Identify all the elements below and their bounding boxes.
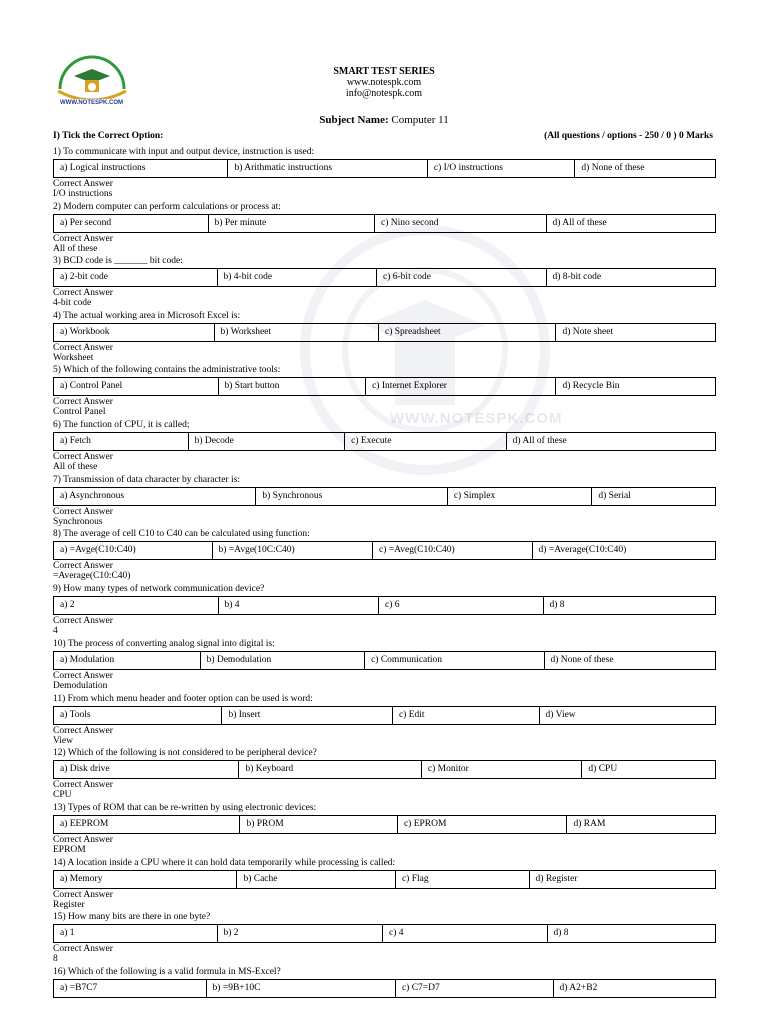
header-title: SMART TEST SERIES: [333, 66, 435, 77]
correct-answer-value: All of these: [53, 244, 98, 254]
options-row: [53, 214, 716, 233]
options-row: [53, 487, 716, 506]
question-item: [53, 419, 716, 472]
correct-answer-value: Demodulation: [53, 681, 108, 691]
option-d[interactable]: d) View: [545, 710, 576, 720]
option-d[interactable]: d) Serial: [598, 491, 631, 501]
correct-answer-label: Correct Answer: [53, 234, 113, 244]
option-c[interactable]: c) Spreadsheet: [379, 324, 556, 341]
question-item: [53, 802, 716, 855]
question-item: [53, 364, 716, 417]
correct-answer-label: Correct Answer: [53, 726, 113, 736]
option-c[interactable]: c) Edit: [393, 707, 540, 724]
header: [0, 66, 768, 99]
option-c[interactable]: c) Nino second: [375, 215, 546, 232]
question-item: [53, 857, 716, 910]
option-b[interactable]: b) Per minute: [209, 215, 376, 232]
question-item: [53, 310, 716, 363]
option-a[interactable]: a) Workbook: [54, 324, 215, 341]
question-item: [53, 201, 716, 254]
correct-answer-value: Control Panel: [53, 407, 106, 417]
option-b[interactable]: b) Arithmatic instructions: [228, 160, 427, 177]
question-text: 14) A location inside a CPU where it can hold data temporarily while processing is called:: [53, 858, 396, 868]
option-b[interactable]: b) Keyboard: [239, 761, 421, 778]
header-email: info@notespk.com: [345, 88, 423, 99]
option-a[interactable]: a) EEPROM: [54, 816, 240, 833]
correct-answer-label: Correct Answer: [53, 507, 113, 517]
question-item: [53, 528, 716, 581]
option-a[interactable]: a) Fetch: [54, 433, 189, 450]
option-d[interactable]: d) A2+B2: [559, 983, 598, 993]
option-a[interactable]: a) 2-bit code: [54, 269, 218, 286]
question-text: 16) Which of the following is a valid formula in MS-Excel?: [53, 967, 281, 977]
option-c[interactable]: c) Flag: [396, 871, 530, 888]
correct-answer-label: Correct Answer: [53, 561, 113, 571]
options-row: [53, 924, 716, 943]
option-a[interactable]: a) 2: [54, 597, 219, 614]
correct-answer-label: Correct Answer: [53, 944, 113, 954]
options-row: [53, 323, 716, 342]
question-text: 12) Which of the following is not considered to be peripheral device?: [53, 748, 317, 758]
correct-answer-value: Register: [53, 900, 85, 910]
option-d[interactable]: d) 8: [553, 928, 569, 938]
correct-answer-value: I/O instructions: [53, 189, 113, 199]
question-text: 7) Transmission of data character by character is:: [53, 475, 241, 485]
question-item: [53, 474, 716, 527]
option-d[interactable]: d) RAM: [573, 819, 606, 829]
option-d[interactable]: d) 8: [549, 600, 565, 610]
option-b[interactable]: b) Demodulation: [201, 652, 366, 669]
option-b[interactable]: b) 4-bit code: [218, 269, 378, 286]
question-text: 1) To communicate with input and output device, instruction is used:: [53, 147, 315, 157]
question-text: 3) BCD code is _______ bit code:: [53, 256, 183, 266]
option-c[interactable]: c) 6-bit code: [377, 269, 546, 286]
option-d[interactable]: d) All of these: [512, 436, 567, 446]
correct-answer-label: Correct Answer: [53, 179, 113, 189]
option-a[interactable]: a) Disk drive: [54, 761, 239, 778]
option-b[interactable]: b) =9B+10C: [207, 980, 396, 997]
option-c[interactable]: c) Execute: [345, 433, 507, 450]
option-a[interactable]: a) Asynchronous: [54, 488, 256, 505]
option-c[interactable]: c) Monitor: [422, 761, 583, 778]
option-a[interactable]: a) =Avge(C10:C40): [54, 542, 213, 559]
marks-summary: (All questions / options - 250 / 0 ) 0 Marks: [544, 131, 713, 141]
correct-answer-value: All of these: [53, 462, 98, 472]
question-item: [53, 255, 716, 308]
option-d[interactable]: d) All of these: [552, 218, 607, 228]
header-website: www.notespk.com: [346, 77, 422, 88]
options-row: [53, 706, 716, 725]
watermark-text: WWW.NOTESPK.COM: [390, 410, 563, 427]
options-row: [53, 815, 716, 834]
correct-answer-value: 8: [53, 954, 58, 964]
option-b[interactable]: b) Synchronous: [256, 488, 447, 505]
options-row: [53, 377, 716, 396]
option-c[interactable]: c) 6: [379, 597, 544, 614]
question-text: 13) Types of ROM that can be re-written by using electronic devices:: [53, 803, 317, 813]
correct-answer-label: Correct Answer: [53, 890, 113, 900]
option-a[interactable]: a) Per second: [54, 215, 209, 232]
option-b[interactable]: b) Decode: [189, 433, 346, 450]
question-item: [53, 966, 716, 998]
options-row: [53, 870, 716, 889]
option-b[interactable]: b) Worksheet: [215, 324, 380, 341]
question-item: [53, 693, 716, 746]
correct-answer-label: Correct Answer: [53, 397, 113, 407]
option-b[interactable]: b) Cache: [237, 871, 396, 888]
question-item: [53, 638, 716, 691]
correct-answer-value: 4: [53, 626, 58, 636]
correct-answer-value: EPROM: [53, 845, 86, 855]
option-a[interactable]: a) 1: [54, 925, 218, 942]
option-c[interactable]: c) Communication: [365, 652, 544, 669]
correct-answer-value: CPU: [53, 790, 72, 800]
question-text: 9) How many types of network communication device?: [53, 584, 265, 594]
correct-answer-label: Correct Answer: [53, 288, 113, 298]
option-c[interactable]: c) Internet Explorer: [366, 378, 556, 395]
option-a[interactable]: a) Memory: [54, 871, 237, 888]
correct-answer-label: Correct Answer: [53, 616, 113, 626]
option-d[interactable]: d) Recycle Bin: [562, 381, 620, 391]
option-a[interactable]: a) Logical instructions: [54, 160, 228, 177]
options-row: [53, 159, 716, 178]
option-d[interactable]: d) None of these: [581, 163, 645, 173]
options-row: [53, 979, 716, 998]
question-text: 15) How many bits are there in one byte?: [53, 912, 211, 922]
question-item: [53, 146, 716, 199]
correct-answer-value: View: [53, 736, 74, 746]
option-b[interactable]: b) Start button: [219, 378, 367, 395]
question-text: 10) The process of converting analog signal into digital is:: [53, 639, 275, 649]
question-item: [53, 911, 716, 964]
option-d[interactable]: d) =Average(C10:C40): [538, 545, 627, 555]
option-a[interactable]: a) Modulation: [54, 652, 201, 669]
question-text: 2) Modern computer can perform calculations or process at:: [53, 202, 281, 212]
option-a[interactable]: a) Tools: [54, 707, 222, 724]
option-c[interactable]: c) C7=D7: [396, 980, 554, 997]
subject-label: Subject Name:: [319, 114, 389, 126]
option-b[interactable]: b) =Avge(10C:C40): [213, 542, 374, 559]
correct-answer-label: Correct Answer: [53, 343, 113, 353]
option-c[interactable]: c) Simplex: [448, 488, 593, 505]
options-row: [53, 760, 716, 779]
option-b[interactable]: b) 4: [219, 597, 380, 614]
options-row: [53, 541, 716, 560]
options-row: [53, 651, 716, 670]
option-c[interactable]: c) 4: [383, 925, 548, 942]
option-d[interactable]: d) Note sheet: [562, 327, 614, 337]
option-a[interactable]: a) =B7C7: [54, 980, 207, 997]
option-d[interactable]: d) 8-bit code: [552, 272, 602, 282]
correct-answer-value: Worksheet: [53, 353, 94, 363]
correct-answer-label: Correct Answer: [53, 671, 113, 681]
option-d[interactable]: d) None of these: [550, 655, 614, 665]
correct-answer-value: =Average(C10:C40): [53, 571, 131, 581]
options-row: [53, 268, 716, 287]
option-d[interactable]: d) CPU: [588, 764, 618, 774]
option-d[interactable]: d) Register: [535, 874, 578, 884]
logo-url: WWW.NOTESPK.COM: [60, 100, 123, 106]
correct-answer-label: Correct Answer: [53, 452, 113, 462]
option-b[interactable]: b) Insert: [222, 707, 392, 724]
correct-answer-value: 4-bit code: [53, 298, 92, 308]
subject-value: Computer 11: [391, 114, 449, 126]
option-a[interactable]: a) Control Panel: [54, 378, 219, 395]
options-row: [53, 596, 716, 615]
option-c[interactable]: c) EPROM: [398, 816, 567, 833]
subject-line: [0, 114, 768, 126]
question-item: [53, 747, 716, 800]
question-text: 6) The function of CPU, it is called;: [53, 420, 190, 430]
instructions: I) Tick the Correct Option:: [53, 131, 164, 141]
question-text: 8) The average of cell C10 to C40 can be calculated using function:: [53, 529, 310, 539]
option-b[interactable]: b) PROM: [240, 816, 398, 833]
correct-answer-value: Synchronous: [53, 517, 103, 527]
option-c[interactable]: c) I/O instructions: [428, 160, 576, 177]
options-row: [53, 432, 716, 451]
option-b[interactable]: b) 2: [218, 925, 384, 942]
correct-answer-label: Correct Answer: [53, 835, 113, 845]
option-c[interactable]: c) =Aveg(C10:C40): [373, 542, 533, 559]
question-item: [53, 583, 716, 636]
question-text: 5) Which of the following contains the administrative tools:: [53, 365, 281, 375]
question-text: 11) From which menu header and footer option can be used is word:: [53, 694, 313, 704]
question-text: 4) The actual working area in Microsoft Excel is:: [53, 311, 241, 321]
correct-answer-label: Correct Answer: [53, 780, 113, 790]
